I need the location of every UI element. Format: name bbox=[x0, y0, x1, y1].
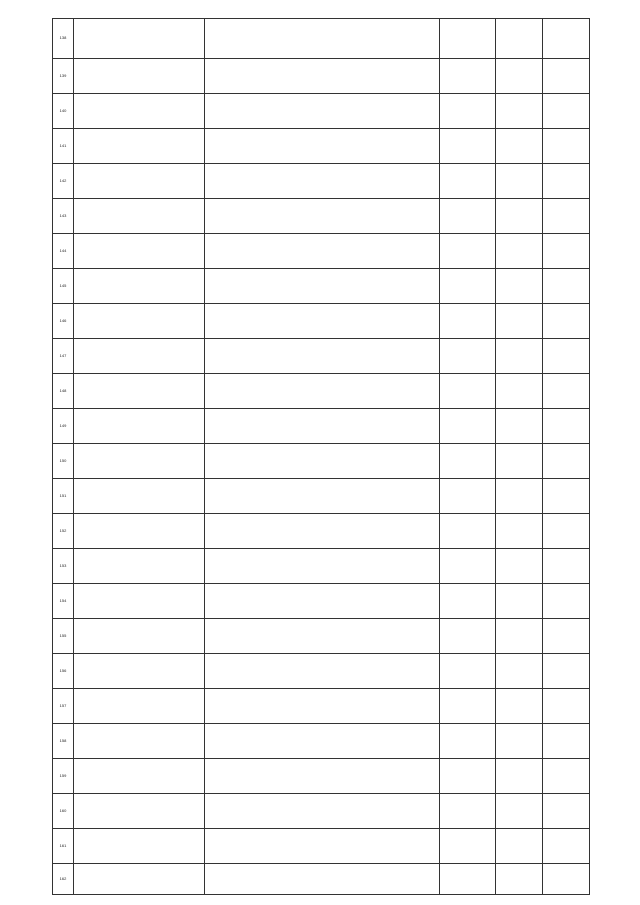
planned-year-cell bbox=[496, 374, 543, 409]
work-description-cell bbox=[205, 549, 440, 584]
work-description-cell bbox=[205, 759, 440, 794]
row-number: 160 bbox=[53, 794, 74, 829]
row-number: 162 bbox=[53, 864, 74, 895]
planned-year-cell bbox=[496, 689, 543, 724]
planned-year-cell bbox=[496, 584, 543, 619]
cost-cell bbox=[440, 829, 496, 864]
row-number: 142 bbox=[53, 164, 74, 199]
cost-cell bbox=[440, 94, 496, 129]
row-number: 149 bbox=[53, 409, 74, 444]
planned-year-cell bbox=[496, 19, 543, 59]
build-year-cell bbox=[543, 724, 590, 759]
build-year-cell bbox=[543, 584, 590, 619]
row-number: 139 bbox=[53, 59, 74, 94]
address-cell bbox=[74, 339, 205, 374]
planned-year-cell bbox=[496, 304, 543, 339]
row-number: 153 bbox=[53, 549, 74, 584]
address-cell bbox=[74, 864, 205, 895]
build-year-cell bbox=[543, 444, 590, 479]
address-cell bbox=[74, 444, 205, 479]
address-cell bbox=[74, 514, 205, 549]
work-description-cell bbox=[205, 514, 440, 549]
cost-cell bbox=[440, 199, 496, 234]
build-year-cell bbox=[543, 19, 590, 59]
build-year-cell bbox=[543, 479, 590, 514]
table-row bbox=[53, 794, 590, 829]
planned-year-cell bbox=[496, 759, 543, 794]
work-description-cell bbox=[205, 199, 440, 234]
work-description-cell bbox=[205, 129, 440, 164]
work-description-cell bbox=[205, 584, 440, 619]
table-row bbox=[53, 59, 590, 94]
row-number: 151 bbox=[53, 479, 74, 514]
table-row bbox=[53, 129, 590, 164]
table-row bbox=[53, 94, 590, 129]
cost-cell bbox=[440, 759, 496, 794]
address-cell bbox=[74, 619, 205, 654]
cost-cell bbox=[440, 549, 496, 584]
table-row bbox=[53, 444, 590, 479]
row-number: 140 bbox=[53, 94, 74, 129]
table-row bbox=[53, 829, 590, 864]
table-row bbox=[53, 479, 590, 514]
cost-cell bbox=[440, 689, 496, 724]
work-description-cell bbox=[205, 234, 440, 269]
planned-year-cell bbox=[496, 199, 543, 234]
table-row bbox=[53, 304, 590, 339]
address-cell bbox=[74, 479, 205, 514]
planned-year-cell bbox=[496, 94, 543, 129]
cost-cell bbox=[440, 654, 496, 689]
cost-cell bbox=[440, 794, 496, 829]
row-number: 146 bbox=[53, 304, 74, 339]
address-cell bbox=[74, 374, 205, 409]
build-year-cell bbox=[543, 199, 590, 234]
planned-year-cell bbox=[496, 409, 543, 444]
address-cell bbox=[74, 829, 205, 864]
work-description-cell bbox=[205, 724, 440, 759]
work-description-cell bbox=[205, 339, 440, 374]
row-number: 159 bbox=[53, 759, 74, 794]
address-cell bbox=[74, 409, 205, 444]
work-description-cell bbox=[205, 304, 440, 339]
build-year-cell bbox=[543, 374, 590, 409]
work-table bbox=[52, 18, 590, 895]
address-cell bbox=[74, 304, 205, 339]
row-number: 148 bbox=[53, 374, 74, 409]
address-cell bbox=[74, 94, 205, 129]
build-year-cell bbox=[543, 339, 590, 374]
planned-year-cell bbox=[496, 829, 543, 864]
row-number: 145 bbox=[53, 269, 74, 304]
row-number: 143 bbox=[53, 199, 74, 234]
build-year-cell bbox=[543, 654, 590, 689]
cost-cell bbox=[440, 59, 496, 94]
cost-cell bbox=[440, 444, 496, 479]
row-number: 147 bbox=[53, 339, 74, 374]
table-row bbox=[53, 654, 590, 689]
work-description-cell bbox=[205, 59, 440, 94]
cost-cell bbox=[440, 514, 496, 549]
build-year-cell bbox=[543, 864, 590, 895]
row-number: 155 bbox=[53, 619, 74, 654]
build-year-cell bbox=[543, 164, 590, 199]
build-year-cell bbox=[543, 689, 590, 724]
work-description-cell bbox=[205, 689, 440, 724]
build-year-cell bbox=[543, 129, 590, 164]
cost-cell bbox=[440, 619, 496, 654]
work-description-cell bbox=[205, 269, 440, 304]
address-cell bbox=[74, 234, 205, 269]
address-cell bbox=[74, 689, 205, 724]
table-row bbox=[53, 619, 590, 654]
cost-cell bbox=[440, 374, 496, 409]
cost-cell bbox=[440, 304, 496, 339]
build-year-cell bbox=[543, 409, 590, 444]
build-year-cell bbox=[543, 234, 590, 269]
planned-year-cell bbox=[496, 164, 543, 199]
row-number: 161 bbox=[53, 829, 74, 864]
row-number: 141 bbox=[53, 129, 74, 164]
address-cell bbox=[74, 549, 205, 584]
planned-year-cell bbox=[496, 234, 543, 269]
table-row bbox=[53, 269, 590, 304]
build-year-cell bbox=[543, 304, 590, 339]
cost-cell bbox=[440, 724, 496, 759]
work-description-cell bbox=[205, 654, 440, 689]
address-cell bbox=[74, 269, 205, 304]
address-cell bbox=[74, 129, 205, 164]
address-cell bbox=[74, 654, 205, 689]
cost-cell bbox=[440, 269, 496, 304]
work-description-cell bbox=[205, 19, 440, 59]
address-cell bbox=[74, 199, 205, 234]
table-row bbox=[53, 864, 590, 895]
build-year-cell bbox=[543, 514, 590, 549]
cost-cell bbox=[440, 129, 496, 164]
address-cell bbox=[74, 164, 205, 199]
table-row bbox=[53, 724, 590, 759]
build-year-cell bbox=[543, 269, 590, 304]
cost-cell bbox=[440, 409, 496, 444]
cost-cell bbox=[440, 339, 496, 374]
row-number: 138 bbox=[53, 19, 74, 59]
work-description-cell bbox=[205, 444, 440, 479]
planned-year-cell bbox=[496, 129, 543, 164]
table-row bbox=[53, 514, 590, 549]
work-description-cell bbox=[205, 829, 440, 864]
build-year-cell bbox=[543, 759, 590, 794]
row-number: 150 bbox=[53, 444, 74, 479]
row-number: 152 bbox=[53, 514, 74, 549]
work-description-cell bbox=[205, 164, 440, 199]
build-year-cell bbox=[543, 619, 590, 654]
cost-cell bbox=[440, 584, 496, 619]
table-row bbox=[53, 19, 590, 59]
cost-cell bbox=[440, 479, 496, 514]
table-row bbox=[53, 234, 590, 269]
row-number: 158 bbox=[53, 724, 74, 759]
planned-year-cell bbox=[496, 339, 543, 374]
planned-year-cell bbox=[496, 654, 543, 689]
build-year-cell bbox=[543, 794, 590, 829]
table-row bbox=[53, 199, 590, 234]
cost-cell bbox=[440, 19, 496, 59]
work-description-cell bbox=[205, 794, 440, 829]
row-number: 156 bbox=[53, 654, 74, 689]
row-number: 157 bbox=[53, 689, 74, 724]
address-cell bbox=[74, 19, 205, 59]
build-year-cell bbox=[543, 829, 590, 864]
address-cell bbox=[74, 759, 205, 794]
table-row bbox=[53, 584, 590, 619]
table-row bbox=[53, 339, 590, 374]
work-description-cell bbox=[205, 94, 440, 129]
row-number: 154 bbox=[53, 584, 74, 619]
work-description-cell bbox=[205, 864, 440, 895]
table-row bbox=[53, 689, 590, 724]
table-row bbox=[53, 164, 590, 199]
work-description-cell bbox=[205, 409, 440, 444]
address-cell bbox=[74, 59, 205, 94]
planned-year-cell bbox=[496, 269, 543, 304]
table-row bbox=[53, 374, 590, 409]
address-cell bbox=[74, 724, 205, 759]
address-cell bbox=[74, 794, 205, 829]
planned-year-cell bbox=[496, 619, 543, 654]
build-year-cell bbox=[543, 59, 590, 94]
table-row bbox=[53, 549, 590, 584]
work-description-cell bbox=[205, 374, 440, 409]
cost-cell bbox=[440, 234, 496, 269]
work-description-cell bbox=[205, 479, 440, 514]
planned-year-cell bbox=[496, 549, 543, 584]
table-row bbox=[53, 759, 590, 794]
planned-year-cell bbox=[496, 444, 543, 479]
table-row bbox=[53, 409, 590, 444]
planned-year-cell bbox=[496, 59, 543, 94]
cost-cell bbox=[440, 164, 496, 199]
planned-year-cell bbox=[496, 794, 543, 829]
build-year-cell bbox=[543, 549, 590, 584]
build-year-cell bbox=[543, 94, 590, 129]
work-description-cell bbox=[205, 619, 440, 654]
planned-year-cell bbox=[496, 479, 543, 514]
address-cell bbox=[74, 584, 205, 619]
cost-cell bbox=[440, 864, 496, 895]
planned-year-cell bbox=[496, 864, 543, 895]
planned-year-cell bbox=[496, 724, 543, 759]
row-number: 144 bbox=[53, 234, 74, 269]
planned-year-cell bbox=[496, 514, 543, 549]
